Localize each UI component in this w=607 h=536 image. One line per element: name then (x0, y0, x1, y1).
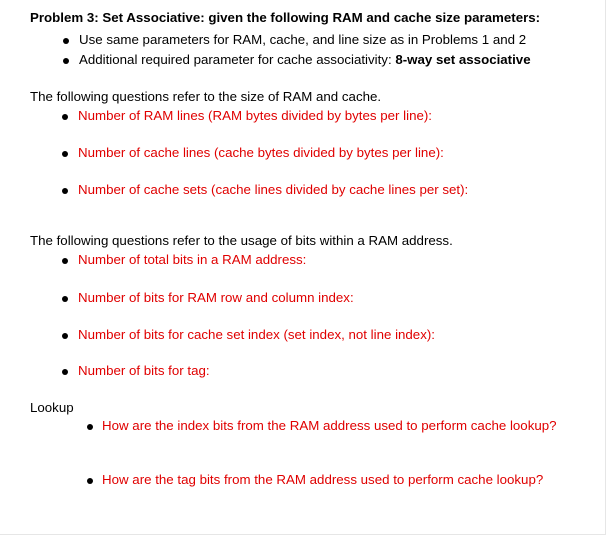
bullet-icon (63, 58, 69, 64)
question-set-index-bits: Number of bits for cache set index (set index, not line index): (78, 327, 435, 342)
bullet-icon (62, 333, 68, 339)
param-associativity (79, 52, 531, 68)
bits-section-intro: The following questions refer to the usage of bits within a RAM address. (30, 233, 453, 248)
bullet-icon (87, 424, 93, 430)
question-cache-lines: Number of cache lines (cache bytes divided by bytes per line): (78, 145, 444, 160)
bullet-icon (63, 38, 69, 44)
bullet-icon (62, 258, 68, 264)
bullet-icon (62, 114, 68, 120)
size-section-intro: The following questions refer to the size of RAM and cache. (30, 89, 382, 104)
question-row-column-bits: Number of bits for RAM row and column index: (78, 290, 354, 305)
question-index-lookup: How are the index bits from the RAM address used to perform cache lookup? (102, 418, 557, 433)
question-cache-sets: Number of cache sets (cache lines divided by cache lines per set): (78, 182, 469, 197)
bullet-icon (62, 188, 68, 194)
bullet-icon (62, 296, 68, 302)
question-tag-bits: Number of bits for tag: (78, 363, 210, 378)
question-tag-lookup: How are the tag bits from the RAM address used to perform cache lookup? (102, 472, 544, 487)
bullet-icon (62, 151, 68, 157)
param-associativity-value: 8-way set associative (395, 52, 531, 67)
bullet-icon (87, 478, 93, 484)
param-associativity-label: Additional required parameter for cache associativity: (79, 52, 396, 67)
param-same-parameters: Use same parameters for RAM, cache, and line size as in Problems 1 and 2 (79, 32, 527, 47)
question-total-bits: Number of total bits in a RAM address: (78, 252, 307, 267)
problem-heading: Problem 3: Set Associative: given the following RAM and cache size parameters: (30, 10, 541, 25)
question-ram-lines: Number of RAM lines (RAM bytes divided by bytes per line): (78, 108, 432, 123)
lookup-title: Lookup (30, 400, 74, 415)
bullet-icon (62, 369, 68, 375)
